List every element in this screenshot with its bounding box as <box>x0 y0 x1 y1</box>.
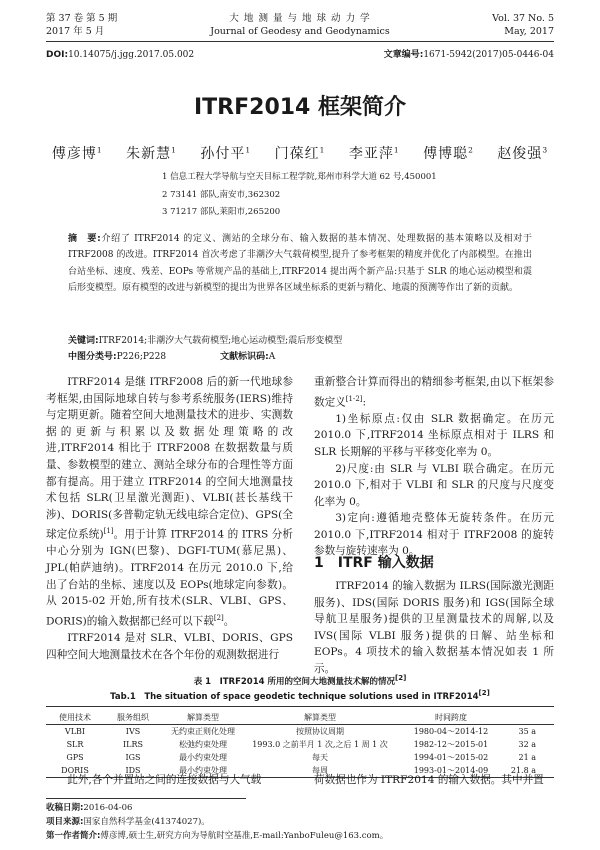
table-cell: IDS <box>104 764 162 778</box>
right-column-continued <box>314 772 554 789</box>
table-cell: 1993-01～2014-09 <box>396 764 506 778</box>
doc-code-label: 文献标识码: <box>220 352 269 362</box>
article-number-value: 1671-5942(2017)05-0446-04 <box>423 50 554 60</box>
table-row <box>46 751 554 764</box>
author: 赵俊强$^3$ <box>497 145 549 162</box>
section-heading: 1 ITRF 输入数据 <box>314 555 434 571</box>
volume-issue: 第 37 卷 第 5 期 <box>46 13 118 24</box>
left-column <box>46 374 293 663</box>
table-header-row <box>46 711 554 725</box>
table-cell: DORIS <box>46 764 104 778</box>
classification <box>68 349 532 365</box>
right-column <box>314 374 554 560</box>
solutions-table <box>46 711 554 778</box>
right-column-section-1 <box>314 578 554 678</box>
table-cell: IVS <box>125 727 141 736</box>
column-header: 解算类型 <box>162 711 244 725</box>
footnote-received: 收稿日期:2016-04-06 <box>46 803 133 813</box>
footnote-funding: 项目来源:国家自然科学基金(41374027)。 <box>46 817 210 827</box>
left-column-continued <box>46 772 293 789</box>
author: 门葆红$^1$ <box>274 145 326 162</box>
clc-label: 中图分类号: <box>68 352 117 362</box>
volume-issue-en: Vol. 37 No. 5 <box>492 13 554 24</box>
author-list <box>0 143 600 163</box>
table-cell: VLBI <box>64 727 86 736</box>
table-cell: 松弛约束处理 <box>179 740 227 749</box>
keywords-text: ITRF2014;非潮汐大气载荷模型;地心运动模型;震后形变模型 <box>98 336 343 346</box>
table-cell: SLR <box>66 740 84 749</box>
table-cell: 21 a <box>518 753 536 762</box>
table-cell: 35 a <box>518 727 536 736</box>
footnote-rule <box>46 798 246 799</box>
column-header: 服务组织 <box>104 711 162 725</box>
table-cell: 最小约束处理 <box>162 764 244 778</box>
paragraph: 重新整合计算而得出的精细参考框架,由以下框架参数定义[1-2]: <box>314 376 554 409</box>
column-header <box>506 711 554 725</box>
table-cell: 最小约束处理 <box>179 753 227 762</box>
table-cell: GPS <box>66 753 84 762</box>
doi-line <box>46 49 194 61</box>
running-header-right <box>492 12 554 38</box>
journal-title-en: Journal of Geodesy and Geodynamics <box>210 26 390 37</box>
table-caption-cn: 表 1 ITRF2014 所用的空间大地测量技术解的情况[2] <box>193 674 407 687</box>
table-cell: 32 a <box>518 740 536 749</box>
article-title: ITRF2014 框架简介 <box>193 95 407 120</box>
journal-title-cn: 大 地 测 量 与 地 球 动 力 学 <box>229 13 371 24</box>
table-cell: IGS <box>125 753 141 762</box>
column-header: 时间跨度 <box>396 711 506 725</box>
table-cell: 1994-01～2015-02 <box>413 753 489 762</box>
table-cell: 无约束正则化处理 <box>171 727 235 736</box>
clc-value: P226;P228 <box>116 352 167 362</box>
table-cell: 1993.0 之前半月 1 次,之后 1 周 1 次 <box>252 740 388 749</box>
issue-date: 2017 年 5 月 <box>46 26 105 37</box>
abstract-label: 摘 要: <box>68 234 101 244</box>
paragraph: ITRF2014 的输入数据为 ILRS(国际激光测距服务)、IDS(国际 DORIS 服务)和 IGS(国际全球导航卫星服务)提供的卫星测量技术的周解,以及 IVS(国际 VLBI 服务)提供的日解、站坐标和 EOPs。4 项技术的输入数据基本情况如表 1 所示。 <box>314 580 554 675</box>
author: 傅彦博$^1$ <box>51 145 103 162</box>
table-row <box>46 725 554 739</box>
abstract-text: 介绍了 ITRF2014 的定义、测站的全球分布、输入数据的基本情况、处理数据的基本策略以及相对于 ITRF2008 的改进。ITRF2014 首次考虑了非潮汐大气载荷模型,提升了参考框架的精度并优化了内部模型。在推出台站坐标、速度、残差、EOPs 等常规产品的基础上,ITRF2014 提出两个新产品:只基于 SLR 的地心运动模型和震后形变模型。原有模型的改进与新模型的提出为世界各区域坐标系的更新与精化、地震的预测等作出了新的贡献。 <box>68 234 532 294</box>
keywords-label: 关键词: <box>68 336 99 346</box>
affiliation-1: 1 信息工程大学导航与空天目标工程学院,郑州市科学大道 62 号,450001 <box>162 172 437 182</box>
paragraph: 3)定向:遵循地壳整体无旋转条件。在历元 2010.0 下,ITRF2014 相对于 ITRF2008 的旋转参数与旋转速率为 0。 <box>314 512 554 558</box>
paragraph: 荷数据也作为 ITRF2014 的输入数据。其中并置 <box>314 774 544 786</box>
paragraph: ITRF2014 是对 SLR、VLBI、DORIS、GPS 四种空间大地测量技术在各个年份的观测数据进行 <box>46 631 293 661</box>
paragraph: 1)坐标原点:仅由 SLR 数据确定。在历元 2010.0 下,ITRF2014 坐标原点相对于 ILRS 和 SLR 长期解的平移与平移变化率为 0。 <box>314 412 554 458</box>
column-header: 使用技术 <box>46 711 104 725</box>
table-caption-en: Tab.1 The situation of space geodetic technique solutions used in ITRF2014[2] <box>110 689 490 702</box>
table-cell: 21.8 a <box>506 764 554 778</box>
paragraph: 此外,各个并置站之间的连接数据与大气载 <box>67 774 262 786</box>
table-cell: 按照协议周期 <box>296 727 344 736</box>
doi-value: 10.14075/j.jgg.2017.05.002 <box>68 50 195 60</box>
author: 朱新慧$^1$ <box>126 145 177 162</box>
author: 傅博聪$^2$ <box>423 145 474 162</box>
author: 孙付平$^1$ <box>200 145 252 162</box>
abstract <box>68 231 532 297</box>
article-number-line <box>384 49 554 61</box>
issue-date-en: May, 2017 <box>504 26 554 37</box>
table-cell: ILRS <box>123 740 143 749</box>
author: 李亚萍$^1$ <box>348 145 400 162</box>
footnote-first-author: 第一作者简介:傅彦博,硕士生,研究方向为导航时空基准,E-mail:YanboFuleu@163.com。 <box>46 831 389 841</box>
keywords <box>68 333 532 349</box>
table-cell: 每天 <box>312 753 328 762</box>
table-row <box>46 738 554 751</box>
header-rule <box>46 41 554 42</box>
table-top-rule <box>46 706 554 707</box>
doi-label: DOI: <box>46 50 69 60</box>
table-cell: 每周 <box>244 764 396 778</box>
paragraph: 2)尺度:由 SLR 与 VLBI 联合确定。在历元 2010.0 下,相对于 VLBI 和 SLR 的尺度与尺度变化率为 0。 <box>314 462 554 508</box>
affiliation-2: 2 73141 部队,南安市,362302 <box>162 190 281 200</box>
article-number-label: 文章编号: <box>383 50 424 60</box>
table-cell: 1980-04～2014-12 <box>413 727 489 736</box>
table-cell: 1982-12～2015-01 <box>413 740 489 749</box>
column-header: 解算类型 <box>244 711 396 725</box>
doc-code-value: A <box>268 352 276 362</box>
affiliation-3: 3 71217 部队,莱阳市,265200 <box>162 207 281 217</box>
paragraph: ITRF2014 是继 ITRF2008 后的新一代地球参考框架,由国际地球自转与参考系统服务(IERS)维持与定期更新。随着空间大地测量技术的进步、实测数据的更新与积累以及数据处理策略的改进,ITRF2014 相比于 ITRF2008 在数据数量与质量、参数模型的建立、测站全球分布的合理性等方面都有提高。用于建立 ITRF2014 的空间大地测量技术包括 SLR(卫星激光测距)、VLBI(甚长基线干涉)、DORIS(多普勒定轨无线电综合定位)、GPS(全球定位系统)[1]。用于计算 ITRF2014 的 ITRS 分析中心分别为 IGN(巴黎)、DGFI-TUM(慕尼黑)、JPL(帕萨迪纳)。ITRF2014 在历元 2010.0 下,给出了台站的坐标、速度以及 EOPs(地球定向参数)。从 2015-02 开始,所有技术(SLR、VLBI、GPS、DORIS)的输入数据都已经可以下载[2]。 <box>46 376 293 628</box>
